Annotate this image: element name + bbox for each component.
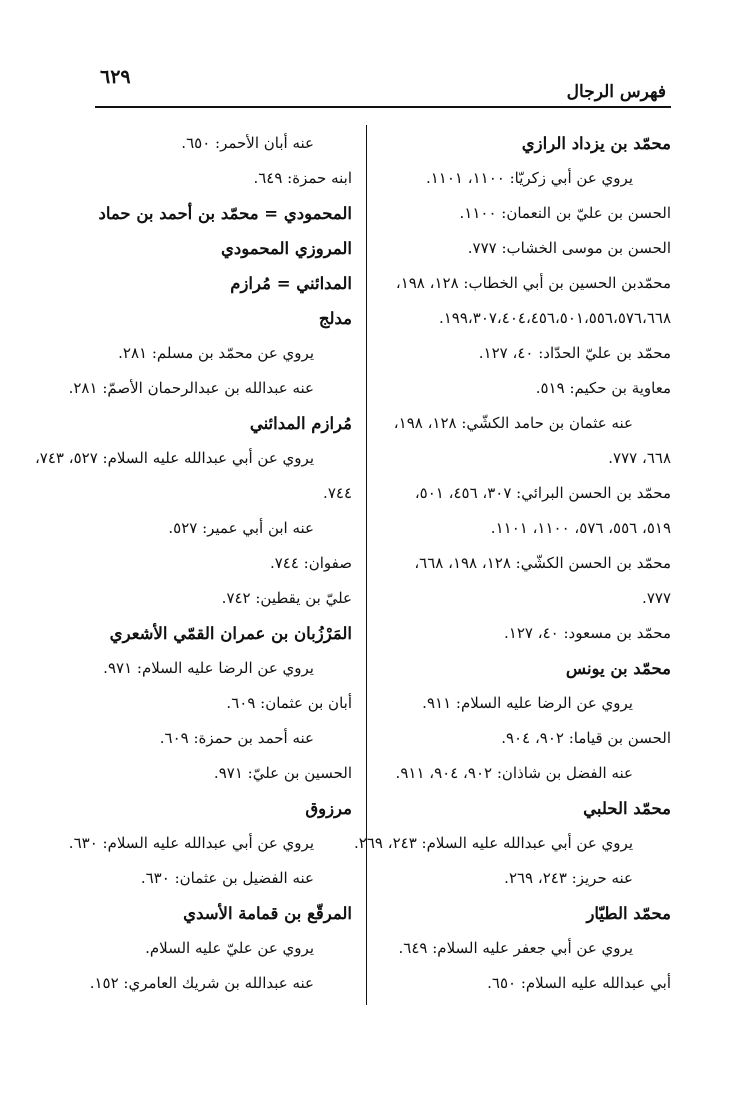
index-entry: صفوان: ٧٤٤. [269,554,352,572]
index-heading: محمّد بن يزداد الرازي [521,134,671,153]
index-entry: عنه الفضل بن شاذان: ٩٠٢، ٩٠٤، ٩١١. [395,764,633,782]
index-entry: ٧٧٧. [642,589,671,607]
index-entry: يروي عن أبي عبدالله عليه السلام: ٥٢٧، ٧٤٣، [34,449,314,467]
index-entry: محمّد بن مسعود: ٤٠، ١٢٧. [504,624,671,642]
index-entry: يروي عن عليّ عليه السلام. [145,939,314,957]
index-entry: يروي عن محمّد بن مسلم: ٢٨١. [118,344,314,362]
index-heading: المحمودي = محمّد بن أحمد بن حماد [98,204,352,223]
index-entry: عنه ابن أبي عمير: ٥٢٧. [168,519,314,537]
index-heading: مدلج [318,309,352,328]
index-entry: أبان بن عثمان: ٦٠٩. [226,694,352,712]
index-entry: محمّد بن عليّ الحدّاد: ٤٠، ١٢٧. [478,344,671,362]
right-column [354,126,671,1001]
index-entry: يروي عن أبي عبدالله عليه السلام: ٢٤٣، ٢٦٩. [354,834,633,852]
left-column [34,126,352,1001]
index-entry: الحسن بن قياما: ٩٠٢، ٩٠٤. [501,729,671,747]
index-entry: يروي عن أبي جعفر عليه السلام: ٦٤٩. [398,939,633,957]
page-number: ٦٢٩ [100,66,131,88]
index-heading: محمّد الطيّار [586,904,671,923]
index-heading: مرزوق [305,799,352,818]
index-heading: مُرازم المدائني [249,414,352,433]
column-divider [366,125,367,1005]
index-entry: عنه عبدالله بن شريك العامري: ١٥٢. [89,974,314,992]
index-entry: ٥١٩، ٥٥٦، ٥٧٦، ١١٠٠، ١١٠١. [490,519,671,537]
index-entry: يروي عن أبي عبدالله عليه السلام: ٦٣٠. [68,834,314,852]
index-entry: ٧٤٤. [323,484,352,502]
index-entry: ١٩٩،٣٠٧،٤٠٤،٤٥٦،٥٠١،٥٥٦،٥٧٦،٦٦٨. [438,309,671,327]
index-heading: المدائني = مُرازم [230,274,352,293]
index-entry: ابنه حمزة: ٦٤٩. [253,169,352,187]
index-entry: أبي عبدالله عليه السلام: ٦٥٠. [487,974,671,992]
index-entry: محمّد بن الحسن الكشّي: ١٢٨، ١٩٨، ٦٦٨، [414,554,671,572]
index-entry: يروي عن الرضا عليه السلام: ٩٧١. [103,659,314,677]
index-entry: الحسن بن عليّ بن النعمان: ١١٠٠. [459,204,671,222]
index-entry: ٦٦٨، ٧٧٧. [608,449,671,467]
index-entry: عنه أحمد بن حمزة: ٦٠٩. [159,729,314,747]
index-entry: عنه أبان الأحمر: ٦٥٠. [181,134,314,152]
index-entry: عنه عبدالله بن عبدالرحمان الأصمّ: ٢٨١. [68,379,314,397]
index-entry: معاوية بن حكيم: ٥١٩. [535,379,671,397]
index-heading: المروزي المحمودي [221,239,352,258]
index-entry: يروي عن أبي زكريّا: ١١٠٠، ١١٠١. [425,169,633,187]
index-heading: المَرْزُبان بن عمران القمّي الأشعري [109,624,352,643]
index-entry: عنه الفضيل بن عثمان: ٦٣٠. [140,869,314,887]
index-entry: يروي عن الرضا عليه السلام: ٩١١. [422,694,633,712]
index-entry: الحسن بن موسى الخشاب: ٧٧٧. [467,239,671,257]
index-heading: محمّد بن يونس [565,659,671,678]
index-entry: الحسين بن عليّ: ٩٧١. [213,764,352,782]
index-entry: محمّدبن الحسين بن أبي الخطاب: ١٢٨، ١٩٨، [395,274,671,292]
running-title: فهرس الرجال [566,82,666,102]
index-entry: عنه حريز: ٢٤٣، ٢٦٩. [504,869,633,887]
index-entry: عنه عثمان بن حامد الكشّي: ١٢٨، ١٩٨، [393,414,633,432]
header-rule [95,106,671,108]
index-entry: عليّ بن يقطين: ٧٤٢. [221,589,352,607]
index-heading: محمّد الحلبي [583,799,671,818]
index-heading: المرقّع بن قمامة الأسدي [183,904,352,923]
index-entry: محمّد بن الحسن البرائي: ٣٠٧، ٤٥٦، ٥٠١، [414,484,671,502]
